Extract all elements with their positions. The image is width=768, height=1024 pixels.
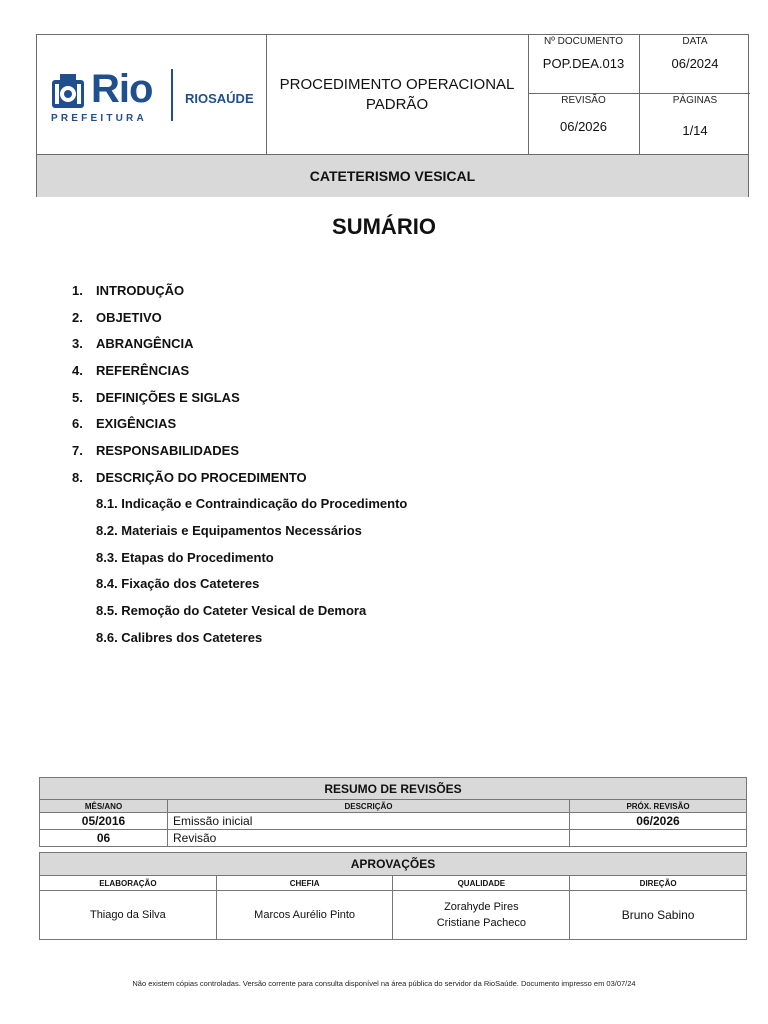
toc-subitem[interactable]: 8.1. Indicação e Contraindicação do Procedimento bbox=[96, 496, 408, 511]
logo-rio-text: Rio bbox=[91, 67, 153, 111]
revision-month: 05/2016 bbox=[40, 813, 168, 830]
revisions-title: RESUMO DE REVISÕES bbox=[40, 778, 747, 800]
table-row bbox=[40, 830, 747, 847]
title-line-1: PROCEDIMENTO OPERACIONAL bbox=[279, 75, 515, 93]
title-line-2: PADRÃO bbox=[365, 95, 429, 113]
revisions-table bbox=[39, 777, 747, 847]
table-row bbox=[40, 813, 747, 830]
approval-qualidade-2: Cristiane Pacheco bbox=[436, 917, 526, 929]
toc-subitem[interactable]: 8.3. Etapas do Procedimento bbox=[96, 550, 274, 565]
logo-prefeitura-text: PREFEITURA bbox=[51, 113, 147, 124]
toc-item[interactable]: 2. OBJETIVO bbox=[72, 310, 162, 325]
approval-direcao: Bruno Sabino bbox=[570, 891, 747, 940]
approval-qualidade-1: Zorahyde Pires bbox=[444, 901, 519, 913]
approval-chefia: Marcos Aurélio Pinto bbox=[216, 891, 393, 940]
revision-label: REVISÃO bbox=[561, 95, 606, 106]
table-row bbox=[40, 891, 747, 940]
col-chefia-header: CHEFIA bbox=[216, 876, 393, 891]
rio-coat-of-arms-icon bbox=[49, 72, 87, 112]
date-value: 06/2024 bbox=[671, 56, 719, 71]
footer-note: Não existem cópias controladas. Versão corrente para consulta disponível na área pública do servidor da RioSaúde. Documento impresso em 03/07/24 bbox=[132, 979, 636, 988]
pages-value: 1/14 bbox=[682, 123, 708, 138]
toc-item[interactable]: 5. DEFINIÇÕES E SIGLAS bbox=[72, 390, 240, 405]
toc-item[interactable]: 3. ABRANGÊNCIA bbox=[72, 336, 194, 351]
approval-elaboracao: Thiago da Silva bbox=[40, 891, 217, 940]
col-qualidade-header: QUALIDADE bbox=[393, 876, 570, 891]
revision-month: 06 bbox=[40, 830, 168, 847]
toc-item[interactable]: 4. REFERÊNCIAS bbox=[72, 363, 190, 378]
summary-title: SUMÁRIO bbox=[332, 214, 436, 239]
col-next-revision-header: PRÓX. REVISÃO bbox=[570, 800, 747, 813]
revision-description: Revisão bbox=[168, 830, 570, 847]
doc-number-label: Nº DOCUMENTO bbox=[543, 36, 624, 47]
toc-subitem[interactable]: 8.2. Materiais e Equipamentos Necessários bbox=[96, 523, 362, 538]
revision-next: 06/2026 bbox=[570, 813, 747, 830]
logo-divider bbox=[171, 69, 173, 121]
document-subtitle: CATETERISMO VESICAL bbox=[37, 154, 748, 197]
date-label: DATA bbox=[682, 36, 708, 47]
date-cell bbox=[640, 35, 750, 94]
rio-prefeitura-riosaude-logo bbox=[49, 67, 259, 127]
revision-cell bbox=[528, 94, 640, 154]
revision-value: 06/2026 bbox=[560, 119, 607, 134]
toc-item[interactable]: 1. INTRODUÇÃO bbox=[72, 283, 185, 298]
toc-subitem[interactable]: 8.5. Remoção do Cateter Vesical de Demora bbox=[96, 603, 367, 618]
toc-item[interactable]: 8. DESCRIÇÃO DO PROCEDIMENTO bbox=[72, 470, 307, 485]
approvals-table bbox=[39, 852, 747, 940]
toc-item[interactable]: 7. RESPONSABILIDADES bbox=[72, 443, 240, 458]
document-header bbox=[36, 34, 749, 197]
pages-cell bbox=[640, 94, 750, 154]
pages-label: PÁGINAS bbox=[672, 95, 718, 106]
toc-subitem[interactable]: 8.6. Calibres dos Cateteres bbox=[96, 630, 263, 645]
logo-cell bbox=[37, 35, 267, 154]
doc-number-value: POP.DEA.013 bbox=[542, 56, 625, 71]
approvals-title: APROVAÇÕES bbox=[40, 853, 747, 876]
document-type-title bbox=[266, 35, 529, 154]
revision-next bbox=[570, 830, 747, 847]
logo-riosaude-text: RIOSAÚDE bbox=[185, 91, 254, 106]
revision-description: Emissão inicial bbox=[168, 813, 570, 830]
doc-number-cell bbox=[528, 35, 640, 94]
col-elaboracao-header: ELABORAÇÃO bbox=[40, 876, 217, 891]
col-month-header: MÊS/ANO bbox=[40, 800, 168, 813]
toc-subitem[interactable]: 8.4. Fixação dos Cateteres bbox=[96, 576, 260, 591]
col-direcao-header: DIREÇÃO bbox=[570, 876, 747, 891]
col-description-header: DESCRIÇÃO bbox=[168, 800, 570, 813]
toc-item[interactable]: 6. EXIGÊNCIAS bbox=[72, 416, 177, 431]
document-meta bbox=[528, 35, 750, 154]
approval-qualidade bbox=[393, 891, 570, 940]
